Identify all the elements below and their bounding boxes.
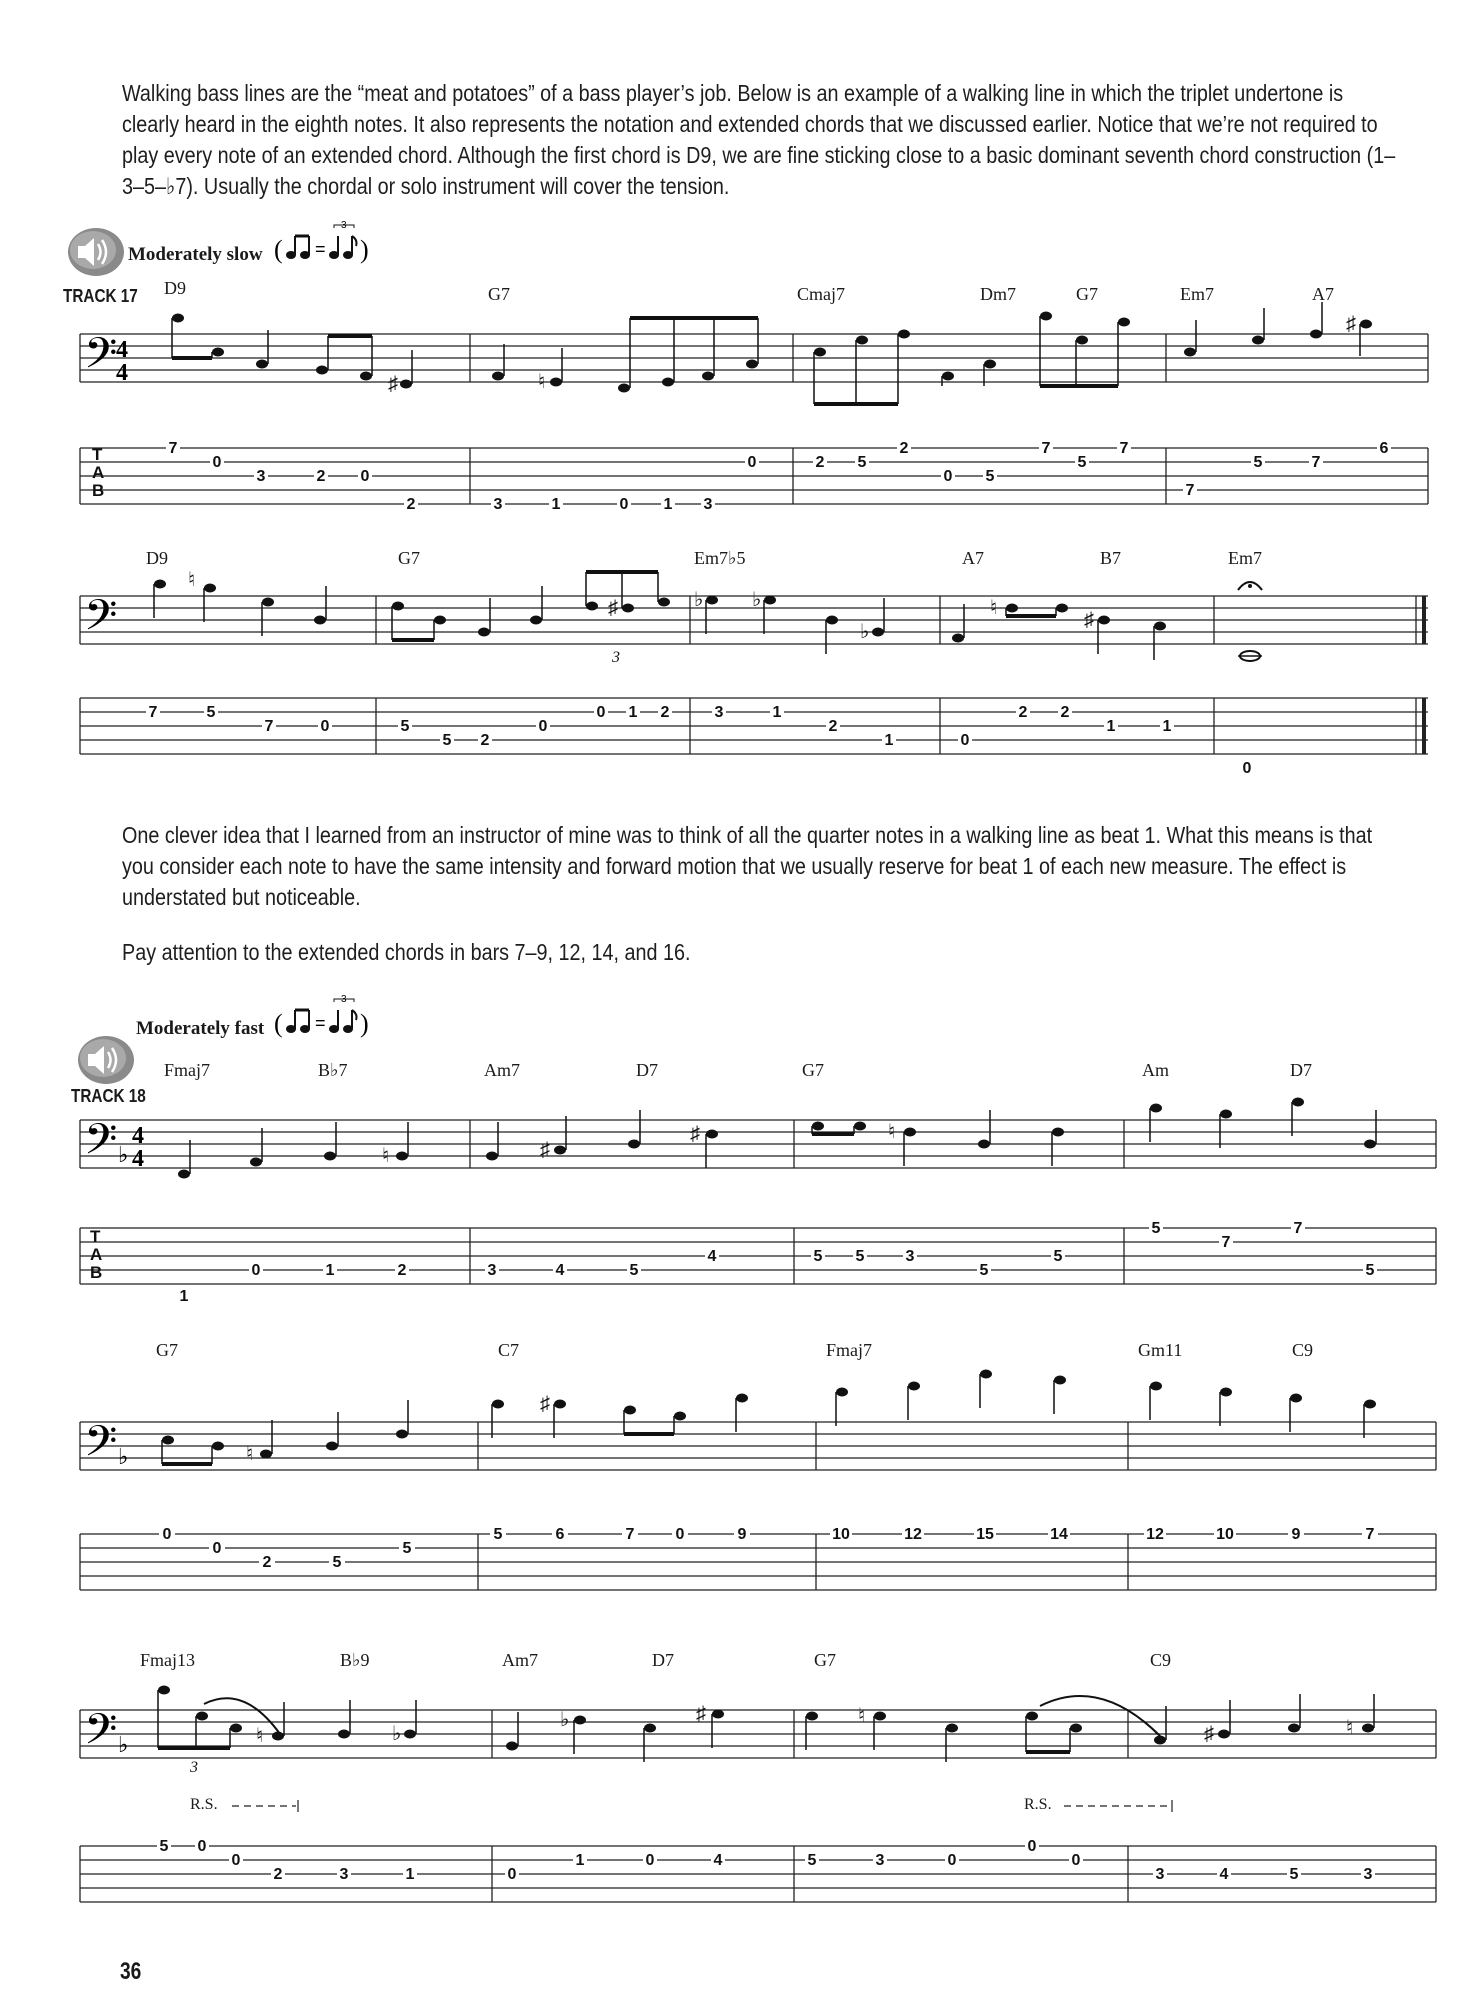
tab-fret: 0 [619, 496, 629, 513]
svg-text:♯: ♯ [1084, 609, 1094, 631]
tab-fret: 5 [1151, 1220, 1161, 1237]
tab-fret: 0 [212, 1540, 222, 1557]
chord-symbol: G7 [156, 1340, 178, 1360]
chord-symbol: C7 [498, 1340, 520, 1360]
tab-fret: 2 [828, 718, 838, 735]
chord-symbol: D7 [1290, 1060, 1312, 1080]
tab-label [90, 1227, 102, 1282]
tab-fret: 2 [316, 468, 326, 485]
tab-fret: 5 [400, 718, 410, 735]
tab-fret: 2 [406, 496, 416, 513]
tab-fret: 3 [1155, 1866, 1165, 1883]
chord-symbol: Cmaj7 [797, 284, 845, 304]
tab-fret: 0 [162, 1526, 172, 1543]
tab-fret: 2 [660, 704, 670, 721]
tab-fret: 10 [832, 1526, 850, 1543]
chord-symbol: A7 [1312, 284, 1334, 304]
svg-text:♭: ♭ [752, 589, 762, 611]
svg-text:): ) [360, 1009, 369, 1038]
tab-fret: 5 [206, 704, 216, 721]
tab-fret: 3 [256, 468, 266, 485]
tab-fret: 2 [480, 732, 490, 749]
svg-text:♮: ♮ [888, 1121, 896, 1143]
tab-fret: 5 [1077, 454, 1087, 471]
tab-fret: 7 [168, 440, 178, 457]
tab-fret: 5 [855, 1248, 865, 1265]
svg-text:4: 4 [116, 360, 128, 386]
tab-fret: 5 [1253, 454, 1263, 471]
tab-fret: 0 [645, 1852, 655, 1869]
tab-fret: 14 [1050, 1526, 1068, 1543]
svg-text:♮: ♮ [538, 371, 546, 393]
tab-fret: 0 [507, 1866, 517, 1883]
svg-text:𝄢: 𝄢 [84, 1417, 118, 1477]
tab-fret: 3 [339, 1866, 349, 1883]
tab-fret: 1 [575, 1852, 585, 1869]
chord-symbol: B7 [1100, 548, 1122, 568]
tab-fret: 0 [212, 454, 222, 471]
chord-symbol: B♭7 [318, 1060, 348, 1080]
svg-text:♯: ♯ [388, 373, 398, 395]
tab-fret: 0 [231, 1852, 241, 1869]
chord-symbol: Fmaj13 [140, 1650, 196, 1670]
tempo-marking: Moderately slow [128, 244, 263, 265]
tab-fret: 7 [1293, 1220, 1303, 1237]
tab-fret: 4 [555, 1262, 565, 1279]
svg-text:♯: ♯ [1346, 313, 1356, 335]
tab-fret: 7 [264, 718, 274, 735]
svg-text:♭: ♭ [694, 589, 704, 611]
tab-fret: 2 [397, 1262, 407, 1279]
svg-text:♮: ♮ [256, 1725, 264, 1747]
tab-fret: 12 [904, 1526, 922, 1543]
tab-fret: 0 [596, 704, 606, 721]
svg-text:B: B [90, 1263, 103, 1282]
tab-fret: 2 [815, 454, 825, 471]
chord-symbol: Fmaj7 [826, 1340, 873, 1360]
chord-symbol: Am7 [502, 1650, 538, 1670]
chord-symbol: G7 [488, 284, 510, 304]
tab-fret: 5 [1053, 1248, 1063, 1265]
svg-text:♭: ♭ [860, 621, 870, 643]
tab-fret: 3 [1363, 1866, 1373, 1883]
tab-fret: 5 [813, 1248, 823, 1265]
tab-fret: 0 [360, 468, 370, 485]
tab-fret: 3 [905, 1248, 915, 1265]
tab-fret: 3 [714, 704, 724, 721]
notation-system-5 [0, 1672, 1483, 1932]
tab-fret: 5 [1365, 1262, 1375, 1279]
tab-fret: 0 [197, 1838, 207, 1855]
svg-text:T: T [90, 1227, 101, 1246]
tab-fret: 15 [976, 1526, 994, 1543]
tab-fret: 7 [1041, 440, 1051, 457]
tab-fret: 0 [251, 1262, 261, 1279]
notation-system-1 [0, 300, 1483, 520]
tab-fret: 5 [985, 468, 995, 485]
svg-text:A: A [92, 463, 105, 482]
svg-text:♭: ♭ [118, 1732, 129, 1757]
tab-fret: 7 [1365, 1526, 1375, 1543]
tab-fret: 4 [1219, 1866, 1229, 1883]
svg-text:♯: ♯ [540, 1393, 550, 1415]
tab-fret: 0 [1242, 760, 1252, 777]
swing-feel-icon [274, 996, 404, 1042]
chord-symbol: Em7♭5 [694, 548, 746, 568]
tab-fret: 2 [273, 1866, 283, 1883]
tab-fret: 3 [487, 1262, 497, 1279]
svg-text:♮: ♮ [858, 1705, 866, 1727]
svg-text:=: = [315, 1013, 326, 1033]
svg-text:♮: ♮ [188, 569, 196, 591]
svg-text:𝄢: 𝄢 [84, 591, 118, 651]
chord-symbol: B♭9 [340, 1650, 370, 1670]
chord-symbol: Dm7 [980, 284, 1016, 304]
tab-fret: 0 [675, 1526, 685, 1543]
svg-text:B: B [92, 481, 105, 500]
svg-text:=: = [315, 239, 326, 259]
tempo-marking: Moderately fast [136, 1018, 265, 1039]
svg-text:): ) [360, 235, 369, 264]
svg-text:4: 4 [132, 1123, 144, 1149]
svg-text:♯: ♯ [690, 1123, 700, 1145]
svg-text:A: A [90, 1245, 103, 1264]
tab-fret: 1 [772, 704, 782, 721]
svg-text:♮: ♮ [1346, 1717, 1354, 1739]
tab-fret: 5 [332, 1554, 342, 1571]
tab-fret: 0 [538, 718, 548, 735]
tab-fret: 7 [1119, 440, 1129, 457]
tab-fret: 7 [1185, 482, 1195, 499]
tab-fret: 3 [493, 496, 503, 513]
extended-chords-paragraph: Pay attention to the extended chords in bars 7–9, 12, 14, and 16. [122, 939, 691, 965]
tab-fret: 5 [807, 1852, 817, 1869]
chord-symbol: C9 [1292, 1340, 1314, 1360]
svg-text:♯: ♯ [540, 1139, 550, 1161]
svg-text:3: 3 [341, 220, 347, 231]
chord-symbol: D7 [636, 1060, 658, 1080]
tab-fret: 1 [1162, 718, 1172, 735]
chord-symbol: D9 [164, 278, 186, 298]
page-number: 36 [120, 1958, 142, 1985]
triplet-marker: 3 [612, 649, 620, 666]
rake-stroke-label: R.S. [190, 1796, 218, 1813]
tab-fret: 4 [713, 1852, 723, 1869]
svg-text:♭: ♭ [392, 1723, 402, 1745]
swing-feel-icon [274, 222, 404, 268]
svg-text:♮: ♮ [246, 1443, 254, 1465]
tab-fret: 1 [663, 496, 673, 513]
tab-fret: 10 [1216, 1526, 1234, 1543]
track-label: TRACK 17 [63, 286, 138, 306]
notation-system-3 [0, 1076, 1483, 1305]
tab-fret: 7 [1221, 1234, 1231, 1251]
tab-fret: 0 [943, 468, 953, 485]
chord-symbol: Am7 [484, 1060, 520, 1080]
tab-fret: 5 [402, 1540, 412, 1557]
tab-fret: 5 [159, 1838, 169, 1855]
chord-symbol: D9 [146, 548, 168, 568]
tab-fret: 7 [625, 1526, 635, 1543]
svg-text:𝄢: 𝄢 [84, 329, 118, 389]
tab-label [92, 445, 104, 500]
tab-fret: 3 [875, 1852, 885, 1869]
tab-fret: 0 [320, 718, 330, 735]
triplet-marker: 3 [190, 1759, 198, 1776]
tab-fret: 0 [747, 454, 757, 471]
tab-fret: 5 [857, 454, 867, 471]
intro-paragraph: Walking bass lines are the “meat and potatoes” of a bass player’s job. Below is an example of a walking line in which the triplet undertone is clearly heard in the eighth notes. It also represents the notation and extended chords that we discussed earlier. Notice that we’re not required to play every note of an extended chord. Although the first chord is D9, we are fine sticking close to a basic dominant seventh chord construction (1–3–5–♭7). Usually the chordal or solo instrument will cover the tension. [122, 80, 1396, 199]
tab-fret: 5 [979, 1262, 989, 1279]
svg-text:4: 4 [132, 1146, 144, 1172]
tab-fret: 7 [1311, 454, 1321, 471]
svg-text:♭: ♭ [560, 1709, 570, 1731]
chord-symbol: D7 [652, 1650, 674, 1670]
tab-fret: 0 [960, 732, 970, 749]
tab-fret: 2 [1060, 704, 1070, 721]
svg-text:4: 4 [116, 337, 128, 363]
tab-fret: 2 [262, 1554, 272, 1571]
tab-fret: 1 [884, 732, 894, 749]
chord-symbol: G7 [398, 548, 420, 568]
tab-fret: 3 [703, 496, 713, 513]
chord-symbol: G7 [802, 1060, 824, 1080]
tab-fret: 1 [325, 1262, 335, 1279]
tab-fret: 5 [442, 732, 452, 749]
tab-fret: 4 [707, 1248, 717, 1265]
tab-fret: 0 [1027, 1838, 1037, 1855]
svg-text:♯: ♯ [696, 1703, 706, 1725]
tab-fret: 0 [947, 1852, 957, 1869]
tab-fret: 9 [1291, 1526, 1301, 1543]
chord-symbol: Fmaj7 [164, 1060, 211, 1080]
audio-speaker-icon[interactable] [66, 226, 126, 283]
tab-fret: 1 [179, 1288, 189, 1305]
tab-fret: 5 [629, 1262, 639, 1279]
svg-text:♮: ♮ [990, 597, 998, 619]
rake-stroke-label: R.S. [1024, 1796, 1052, 1813]
chord-symbol: A7 [962, 548, 984, 568]
chord-symbol: Am [1142, 1060, 1169, 1080]
tab-fret: 1 [405, 1866, 415, 1883]
svg-text:♯: ♯ [1204, 1723, 1214, 1745]
notation-system-4 [0, 1360, 1483, 1600]
tab-fret: 1 [551, 496, 561, 513]
chord-symbol: C9 [1150, 1650, 1172, 1670]
svg-text:3: 3 [341, 994, 347, 1005]
tab-fret: 2 [899, 440, 909, 457]
tab-fret: 7 [148, 704, 158, 721]
tab-fret: 12 [1146, 1526, 1164, 1543]
tab-fret: 1 [1106, 718, 1116, 735]
tab-fret: 5 [1289, 1866, 1299, 1883]
svg-text:♯: ♯ [608, 597, 618, 619]
svg-text:(: ( [274, 235, 283, 264]
tab-fret: 6 [555, 1526, 565, 1543]
tab-fret: 1 [628, 704, 638, 721]
svg-text:♭: ♭ [118, 1142, 129, 1167]
chord-symbol: Gm11 [1138, 1340, 1183, 1360]
svg-text:♮: ♮ [382, 1145, 390, 1167]
track-label: TRACK 18 [71, 1086, 146, 1106]
tab-fret: 9 [737, 1526, 747, 1543]
chord-symbol: Em7 [1228, 548, 1262, 568]
chord-symbol: Em7 [1180, 284, 1214, 304]
tab-fret: 6 [1379, 440, 1389, 457]
svg-text:𝄢: 𝄢 [84, 1705, 118, 1765]
svg-text:T: T [92, 445, 103, 464]
svg-text:(: ( [274, 1009, 283, 1038]
tab-fret: 2 [1018, 704, 1028, 721]
notation-system-2 [0, 566, 1483, 786]
chord-symbol: G7 [814, 1650, 836, 1670]
tab-fret: 5 [493, 1526, 503, 1543]
tab-fret: 0 [1071, 1852, 1081, 1869]
svg-text:𝄢: 𝄢 [84, 1115, 118, 1175]
chord-symbol: G7 [1076, 284, 1098, 304]
walking-line-paragraph: One clever idea that I learned from an instructor of mine was to think of all the quarter notes in a walking line as beat 1. What this means is that you consider each note to have the same intensity and forward motion that we usually reserve for beat 1 of each new measure. The effect is understated but noticeable. [122, 822, 1373, 910]
svg-text:♭: ♭ [118, 1444, 129, 1469]
